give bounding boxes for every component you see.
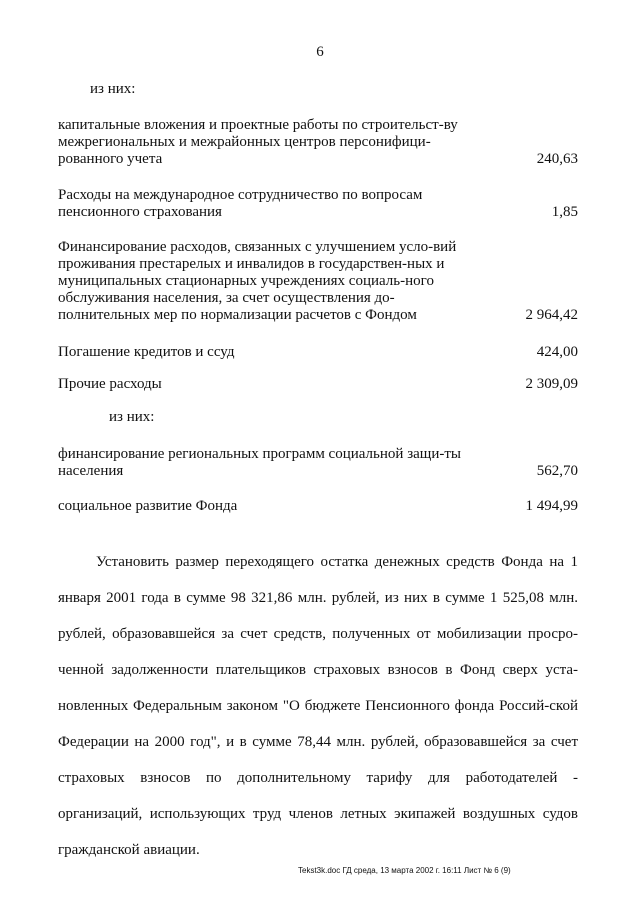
budget-item-text: социальное развитие Фонда: [58, 498, 238, 514]
main-paragraph: Установить размер переходящего остатка денежных средств Фонда на 1 января 2001 года в сумме 98 321,86 млн. рублей, из них в сумме 1 525,08 млн. рублей, образовавшейся за счет средств, полученных от мобилизации просро-ченной задолженности плательщиков страховых взносов в Фонд сверх уста-новленных Федеральным законом "О бюджете Пенсионного фонда Россий-ской Федерации на 2000 год", и в сумме 78,44 млн. рублей, образовавшейся за счет страховых взносов по дополнительному тарифу для работодателей - организаций, использующих труд членов летных экипажей воздушных судов гражданской авиации.: [58, 554, 578, 858]
budget-item-amount: 1 494,99: [525, 498, 578, 514]
budget-item-amount: 2 309,09: [525, 376, 578, 392]
budget-item-international-cooperation: [58, 187, 578, 221]
budget-item-text: Расходы на международное сотрудничество по вопросам пенсионного страхования: [58, 187, 423, 220]
document-footer: Tekst3k.doc ГД среда, 13 марта 2002 г. 16:11 Лист № 6 (9): [298, 866, 511, 875]
budget-item-loan-repayment: [58, 344, 578, 361]
budget-item-regional-programs: [58, 446, 578, 480]
sub-header-of-them: из них:: [90, 81, 136, 97]
sub-header-of-them-2: из них:: [109, 409, 155, 425]
budget-item-amount: 240,63: [536, 151, 578, 167]
budget-item-other-expenses: [58, 376, 578, 393]
budget-item-text: Погашение кредитов и ссуд: [58, 344, 235, 360]
budget-item-amount: 424,00: [536, 344, 578, 360]
budget-item-amount: 2 964,42: [525, 307, 578, 323]
page-number: 6: [316, 44, 324, 60]
budget-item-elderly-disabled-financing: [58, 239, 578, 324]
budget-item-social-development: [58, 498, 578, 515]
budget-item-text: Прочие расходы: [58, 376, 162, 392]
budget-item-amount: 1,85: [551, 204, 578, 220]
budget-item-text: финансирование региональных программ социальной защи-ты населения: [58, 446, 461, 479]
budget-item-text: Финансирование расходов, связанных с улучшением усло-вий проживания престарелых и инвалидов в государствен-ных и муниципальных стационарных учреждениях социаль-ного обслуживания населения, за счет осуществления до-полнительных мер по нормализации расчетов с Фондом: [58, 239, 457, 323]
budget-item-capital-investments: [58, 117, 578, 168]
budget-item-amount: 562,70: [536, 463, 578, 479]
budget-item-text: капитальные вложения и проектные работы по строительст-ву межрегиональных и межрайонных центров персонифици-рованного учета: [58, 117, 458, 167]
